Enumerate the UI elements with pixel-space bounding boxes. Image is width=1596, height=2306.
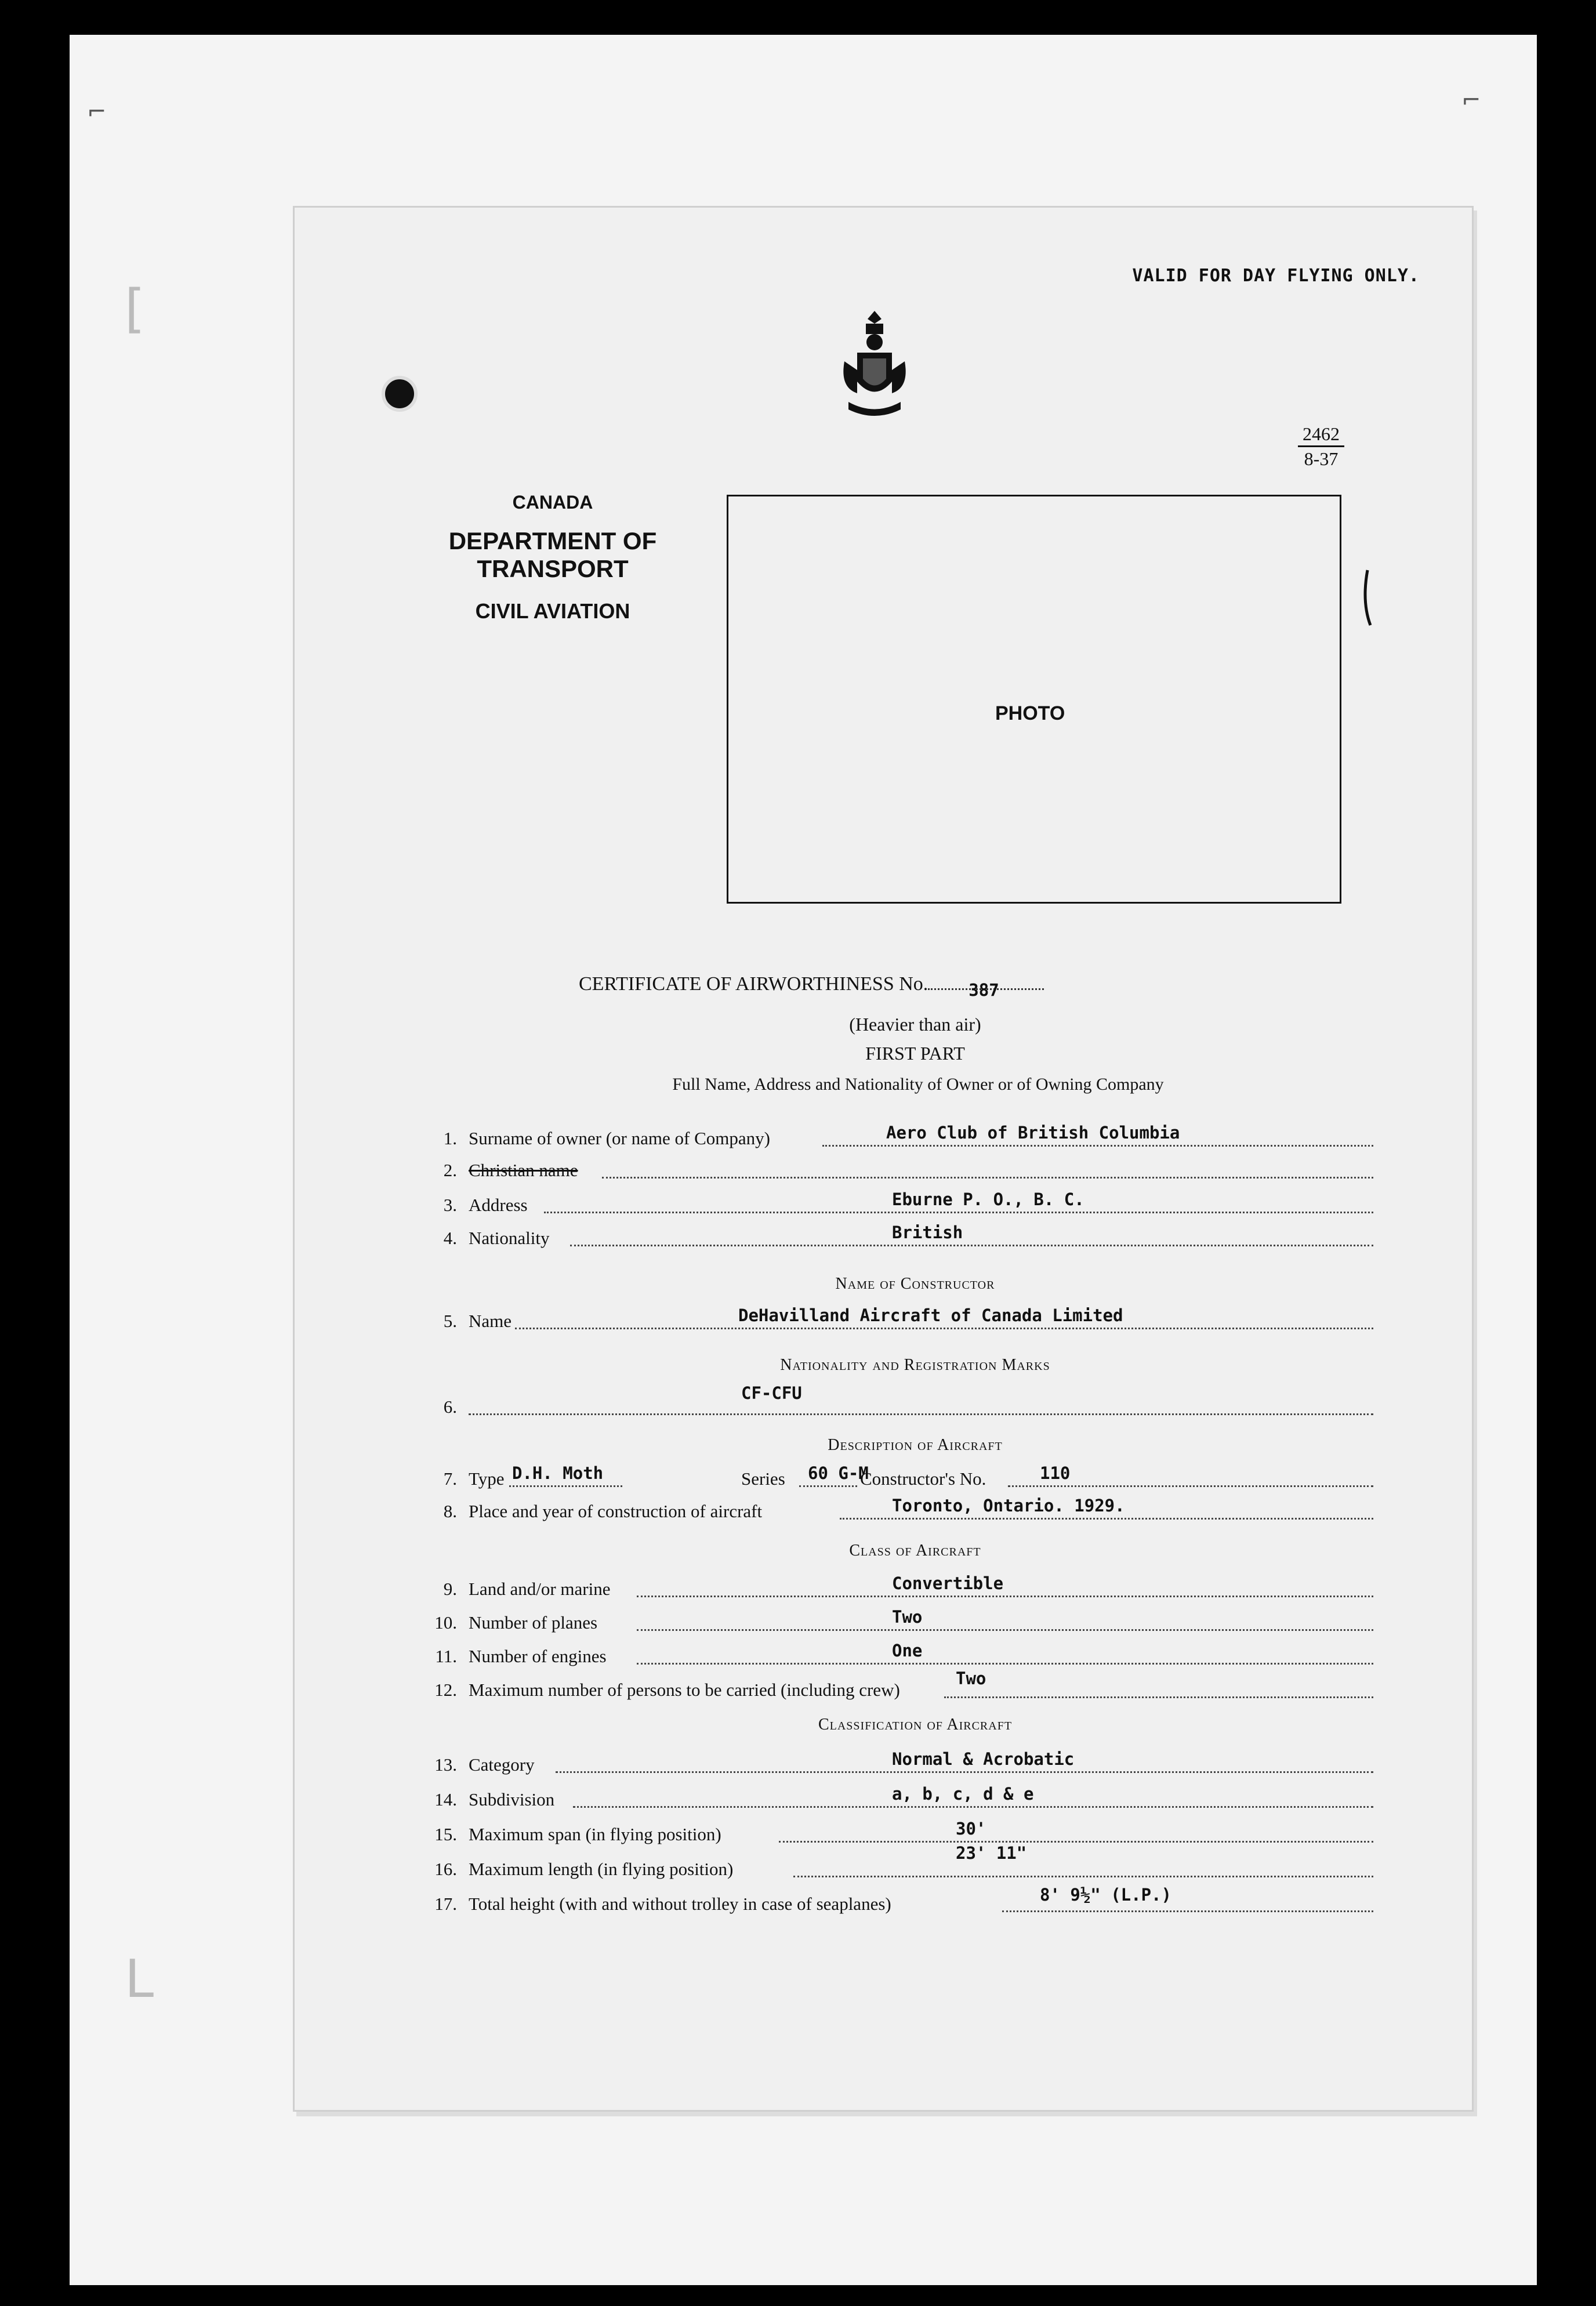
field-label: Name	[469, 1311, 512, 1331]
field-row-11	[422, 1641, 1373, 1668]
field-number: 4.	[443, 1228, 457, 1248]
field-label: Place and year of construction of aircraft	[469, 1501, 763, 1521]
field-row-3	[422, 1190, 1373, 1217]
registration-heading: Nationality and Registration Marks	[780, 1356, 1050, 1374]
part-heading: FIRST PART	[865, 1043, 965, 1064]
registration-marks-value: CF-CFU	[741, 1383, 802, 1403]
dotted-fill	[469, 1413, 1373, 1415]
field-number: 10.	[434, 1612, 457, 1633]
field-label: Total height (with and without trolley in case of seaplanes)	[469, 1894, 891, 1914]
field-row-15	[422, 1819, 1373, 1846]
max-persons-value: Two	[956, 1669, 986, 1688]
field-row-13	[422, 1749, 1373, 1776]
dotted-fill	[1008, 1485, 1373, 1487]
photo-label: PHOTO	[995, 702, 1065, 724]
category-value: Normal & Acrobatic	[892, 1749, 1075, 1769]
field-number: 11.	[435, 1646, 457, 1666]
field-number: 5.	[443, 1311, 457, 1331]
form-number-value: 2462	[1303, 423, 1340, 444]
field-number: 3.	[443, 1195, 457, 1215]
corner-mark: ⌐	[1461, 87, 1481, 114]
punch-hole	[382, 376, 418, 412]
field-label: Maximum span (in flying position)	[469, 1824, 721, 1844]
field-row-8	[422, 1496, 1373, 1523]
max-length-value: 23' 11"	[956, 1843, 1027, 1863]
validity-note: VALID FOR DAY FLYING ONLY.	[1132, 266, 1420, 286]
field-number: 16.	[434, 1859, 457, 1879]
field-row-17	[422, 1885, 1373, 1916]
certificate-number: 387	[969, 980, 999, 1000]
field-row-6	[422, 1383, 1373, 1419]
class-heading: Class of Aircraft	[849, 1542, 981, 1560]
field-label: Maximum number of persons to be carried (including crew)	[469, 1680, 900, 1700]
field-number: 2.	[443, 1160, 457, 1180]
form-date: 8-37	[1304, 448, 1339, 469]
field-row-4	[422, 1223, 1373, 1250]
dotted-fill	[1002, 1910, 1373, 1912]
dotted-fill	[573, 1806, 1373, 1808]
dotted-fill	[799, 1485, 857, 1487]
classification-heading: Classification of Aircraft	[818, 1716, 1013, 1734]
constructor-heading: Name of Constructor	[835, 1275, 995, 1293]
field-label: Series	[741, 1469, 785, 1489]
dotted-fill	[840, 1518, 1373, 1520]
constructors-number-value: 110	[1040, 1463, 1071, 1483]
dotted-fill	[515, 1328, 1373, 1329]
dotted-fill	[793, 1876, 1373, 1877]
field-label: Address	[469, 1195, 528, 1215]
dotted-fill	[602, 1177, 1373, 1179]
field-number: 9.	[443, 1579, 457, 1599]
field-label: Nationality	[469, 1228, 550, 1248]
owner-heading: Full Name, Address and Nationality of Owner or of Owning Company	[672, 1075, 1164, 1094]
field-number: 8.	[443, 1501, 457, 1521]
number-of-planes-value: Two	[892, 1607, 923, 1627]
description-heading: Description of Aircraft	[828, 1436, 1003, 1454]
series-value: 60 G-M	[808, 1463, 869, 1483]
dotted-fill	[556, 1771, 1373, 1773]
dotted-fill	[570, 1245, 1373, 1246]
owner-name-value: Aero Club of British Columbia	[886, 1123, 1180, 1143]
coat-of-arms-icon	[834, 306, 915, 422]
dotted-fill	[509, 1485, 622, 1487]
dotted-fill	[637, 1629, 1373, 1631]
division-label: CIVIL AVIATION	[475, 599, 630, 623]
certificate-title: CERTIFICATE OF AIRWORTHINESS No.	[579, 973, 928, 995]
corner-mark: [	[125, 278, 146, 339]
field-label: Constructor's No.	[860, 1469, 986, 1489]
dotted-fill	[637, 1596, 1373, 1597]
field-number: 12.	[434, 1680, 457, 1700]
form-number	[1298, 422, 1344, 470]
field-label: Number of planes	[469, 1612, 598, 1633]
aircraft-type-value: D.H. Moth	[512, 1463, 604, 1483]
subdivision-value: a, b, c, d & e	[892, 1784, 1034, 1804]
field-row-1	[422, 1123, 1373, 1150]
field-number: 6.	[443, 1397, 457, 1417]
field-label: Land and/or marine	[469, 1579, 611, 1599]
certificate-number-line	[928, 980, 1044, 1000]
field-label: Maximum length (in flying position)	[469, 1859, 734, 1879]
field-number: 1.	[443, 1128, 457, 1148]
field-label: Surname of owner (or name of Company)	[469, 1128, 770, 1148]
corner-mark: L	[125, 1949, 154, 2010]
field-number: 13.	[434, 1754, 457, 1775]
max-span-value: 30'	[956, 1819, 986, 1839]
dotted-fill	[637, 1663, 1373, 1665]
department-line-1: DEPARTMENT OF	[448, 527, 657, 554]
field-number: 14.	[434, 1789, 457, 1810]
constructor-name-value: DeHavilland Aircraft of Canada Limited	[738, 1306, 1123, 1325]
field-number: 17.	[434, 1894, 457, 1914]
handwritten-mark-icon	[1350, 567, 1385, 631]
dotted-fill	[544, 1212, 1373, 1213]
field-number: 15.	[434, 1824, 457, 1844]
number-of-engines-value: One	[892, 1641, 923, 1660]
address-value: Eburne P. O., B. C.	[892, 1190, 1084, 1209]
field-row-2	[422, 1159, 1373, 1182]
dotted-fill	[779, 1841, 1373, 1843]
field-row-14	[422, 1784, 1373, 1811]
field-row-16	[422, 1843, 1373, 1881]
country-label: CANADA	[512, 492, 593, 513]
department-line-2: TRANSPORT	[477, 555, 629, 582]
field-label: Number of engines	[469, 1646, 607, 1666]
total-height-value: 8' 9½" (L.P.)	[1040, 1885, 1171, 1905]
field-row-10	[422, 1607, 1373, 1634]
field-row-7	[422, 1463, 1373, 1491]
field-row-12	[422, 1669, 1373, 1702]
land-marine-value: Convertible	[892, 1573, 1004, 1593]
field-row-5	[422, 1306, 1373, 1333]
certificate-page	[293, 206, 1474, 2112]
certificate-subtitle: (Heavier than air)	[849, 1014, 981, 1035]
issuing-authority	[428, 492, 677, 623]
dotted-fill	[944, 1696, 1373, 1698]
field-label: Subdivision	[469, 1789, 555, 1810]
field-number: 7.	[443, 1469, 457, 1489]
field-label: Category	[469, 1754, 535, 1775]
construction-place-year-value: Toronto, Ontario. 1929.	[892, 1496, 1125, 1515]
corner-mark: ⌐	[87, 99, 107, 125]
dotted-fill	[822, 1145, 1373, 1147]
field-row-9	[422, 1573, 1373, 1601]
field-label: Christian name	[469, 1160, 578, 1180]
field-label: Type	[469, 1469, 505, 1489]
photo-box	[727, 495, 1341, 904]
nationality-value: British	[892, 1223, 963, 1242]
